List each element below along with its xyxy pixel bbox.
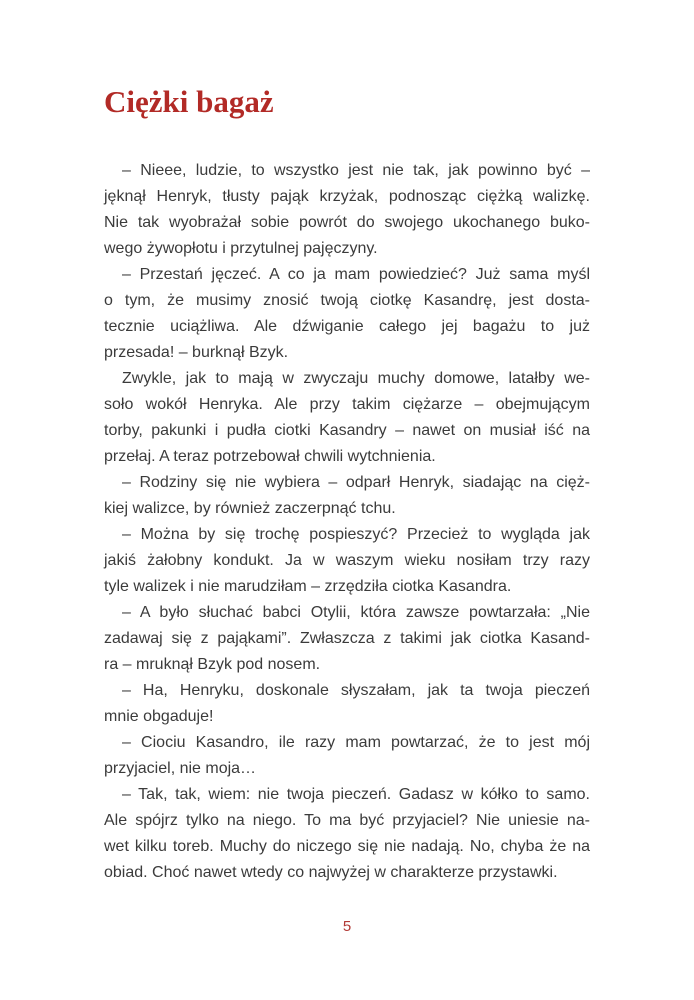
paragraph [104, 678, 590, 730]
text-line: – A było słuchać babci Otylii, która zawsze powtarzała: „Nie [122, 604, 590, 621]
text-line: soło wokół Henryka. Ale przy takim ciężarze – obejmującym [104, 396, 590, 413]
text-line: mnie obgaduje! [104, 708, 214, 725]
text-line: Nie tak wyobrażał sobie powrót do swojego ukochanego buko- [104, 214, 590, 231]
paragraph [104, 730, 590, 782]
text-line: – Przestań jęczeć. A co ja mam powiedzieć? Już sama myśl [122, 266, 590, 283]
text-line: – Tak, tak, wiem: nie twoja pieczeń. Gadasz w kółko to samo. [122, 786, 590, 803]
page-number: 5 [342, 918, 352, 935]
text-line: ra – mruknął Bzyk pod nosem. [104, 656, 321, 673]
text-line: wet kilku toreb. Muchy do niczego się nie nadają. No, chyba że na [104, 838, 590, 855]
paragraph [104, 600, 590, 678]
paragraph [104, 522, 590, 600]
text-line: tyle walizek i nie marudziłam – zrzędziła ciotka Kasandra. [104, 578, 512, 595]
text-line: Ale spójrz tylko na niego. To ma być przyjaciel? Nie uniesie na- [104, 812, 590, 829]
text-line: o tym, że musimy znosić twoją ciotkę Kasandrę, jest dosta- [104, 292, 590, 309]
text-line: jakiś żałobny kondukt. Ja w waszym wieku nosiłam trzy razy [104, 552, 590, 569]
text-line: – Ciociu Kasandro, ile razy mam powtarzać, że to jest mój [122, 734, 590, 751]
paragraph [104, 366, 590, 470]
paragraph [104, 158, 590, 262]
text-line: jęknął Henryk, tłusty pająk krzyżak, podnosząc ciężką walizkę. [104, 188, 590, 205]
text-line: Zwykle, jak to mają w zwyczaju muchy domowe, latałby we- [122, 370, 590, 387]
text-line: zadawaj się z pająkami”. Zwłaszcza z takimi jak ciotka Kasand- [104, 630, 590, 647]
text-line: przełaj. A teraz potrzebował chwili wytchnienia. [104, 448, 436, 465]
text-line: przesada! – burknął Bzyk. [104, 344, 289, 361]
text-line: przyjaciel, nie moja… [104, 760, 257, 777]
text-line: tecznie uciążliwa. Ale dźwiganie całego jej bagażu to już [104, 318, 590, 335]
paragraph [104, 470, 590, 522]
text-line: – Można by się trochę pospieszyć? Przecież to wygląda jak [122, 526, 590, 543]
chapter-title: Ciężki bagaż [104, 84, 274, 119]
text-line: – Rodziny się nie wybiera – odparł Henryk, siadając na cięż- [122, 474, 590, 491]
text-line: – Nieee, ludzie, to wszystko jest nie tak, jak powinno być – [122, 162, 590, 179]
text-line: obiad. Choć nawet wtedy co najwyżej w charakterze przystawki. [104, 864, 558, 881]
text-line: kiej walizce, by również zaczerpnąć tchu. [104, 500, 396, 517]
paragraph [104, 262, 590, 366]
paragraph [104, 782, 590, 886]
body-text [104, 158, 590, 886]
text-line: – Ha, Henryku, doskonale słyszałam, jak ta twoja pieczeń [122, 682, 590, 699]
text-line: torby, pakunki i pudła ciotki Kasandry – nawet on musiał iść na [104, 422, 590, 439]
text-line: wego żywopłotu i przytulnej pajęczyny. [104, 240, 378, 257]
